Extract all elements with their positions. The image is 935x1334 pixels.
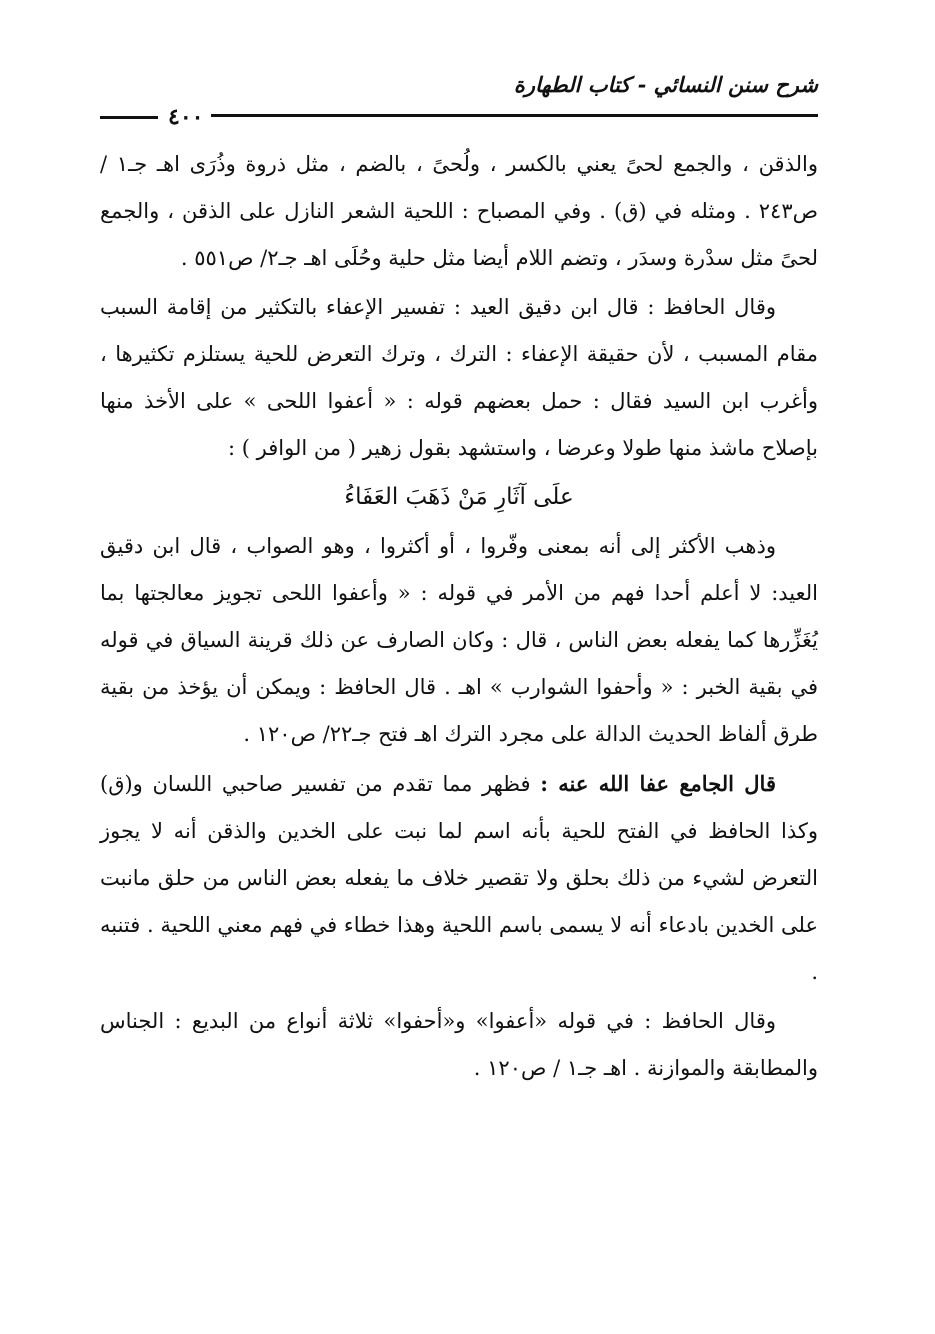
body-text (100, 141, 818, 1092)
paragraph-4-lead: قال الجامع عفا الله عنه : (540, 771, 776, 796)
paragraph-5: وقال الحافظ : في قوله «أعفوا» و«أحفوا» ثلاثة أنواع من البديع : الجناس والمطابقة والموازنة . اهـ جـ١ / ص١٢٠ . (100, 1009, 818, 1080)
verse-line: علَى آثَارِ مَنْ ذَهَبَ العَفَاءُ (344, 484, 574, 510)
paragraph-4-text: فظهر مما تقدم من تفسير صاحبي اللسان و(ق) وكذا الحافظ في الفتح للحية بأنه اسم لما نبت على الخدين والذقن أنه لا يجوز التعرض لشيء من ذلك بحلق ولا تقصير خلاف ما يفعله بعض الناس من حلق مانبت على الخدين بادعاء أنه لا يسمى باسم اللحية وهذا خطاء في فهم معني اللحية . فتنبه . (100, 772, 818, 984)
page-number: ٤٠٠ (168, 104, 204, 130)
book-page (100, 62, 818, 1302)
running-title: شرح سنن النسائي - كتاب الطهارة (513, 72, 818, 97)
paragraph-2: وقال الحافظ : قال ابن دقيق العيد : تفسير الإعفاء بالتكثير من إقامة السبب مقام المسبب ، لأن حقيقة الإعفاء : الترك ، وترك التعرض للحية يستلزم تكثيرها ، وأغرب ابن السيد فقال : حمل بعضهم قوله : « أعفوا اللحى » على الأخذ منها بإصلاح ماشذ منها طولا وعرضا ، واستشهد بقول زهير ( من الوافر ) : (100, 295, 818, 460)
paragraph-4 (100, 760, 818, 996)
paragraph-1: والذقن ، والجمع لحىً يعني بالكسر ، ولُحىً ، بالضم ، مثل ذروة وذُرَى اهـ جـ١ / ص٢٤٣ . ومثله في (ق) . وفي المصباح : اللحية الشعر النازل على الذقن ، والجمع لحىً مثل سدْرة وسدَر ، وتضم اللام أيضا مثل حلية وحُلَى اهـ جـ٢/ ص٥٥١ . (100, 152, 818, 270)
page-number-group (100, 104, 211, 130)
page-header (100, 62, 818, 130)
paragraph-3: وذهب الأكثر إلى أنه بمعنى وفّروا ، أو أكثروا ، وهو الصواب ، قال ابن دقيق العيد: لا أعلم أحدا فهم من الأمر في قوله : « وأعفوا اللحى تجويز معالجتها بما يُغَزِّرها كما يفعله بعض الناس ، قال : وكان الصارف عن ذلك قرينة السياق في قوله في بقية الخبر : « وأحفوا الشوارب » اهـ . قال الحافظ : ويمكن أن يؤخذ من بقية طرق ألفاظ الحديث الدالة على مجرد الترك اهـ فتح جـ٢٢/ ص١٢٠ . (100, 534, 818, 746)
page-number-rule (100, 116, 158, 119)
